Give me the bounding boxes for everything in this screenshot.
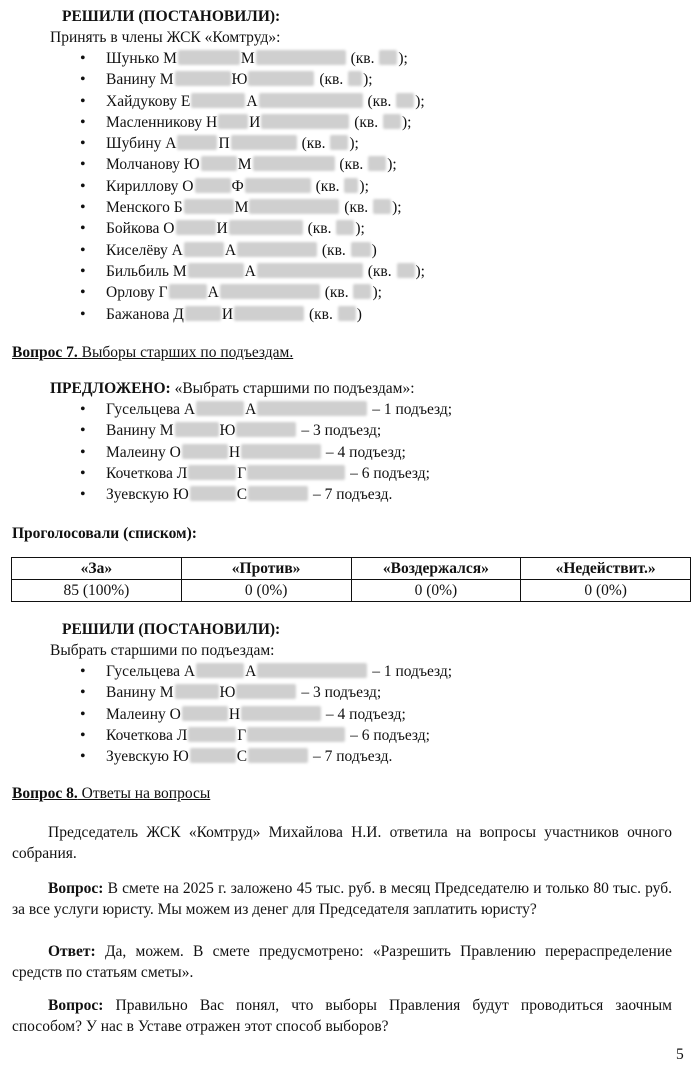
redacted-text: [184, 199, 234, 214]
member-patronymic-initial: И: [216, 220, 228, 238]
votes-table-header-row: [12, 558, 691, 580]
member-surname: Шунько М: [106, 50, 177, 67]
members-list: [78, 48, 425, 325]
member-patronymic-initial: И: [249, 113, 261, 131]
redacted-text: [195, 178, 231, 193]
redacted-text: [190, 748, 236, 763]
member-surname: Менского Б: [106, 199, 183, 217]
member-apartment-label: (кв.: [340, 199, 373, 217]
chairman-intro: Председатель ЖСК «Комтруд» Михайлова Н.И. ответила на вопросы участников очного собрания.: [12, 824, 672, 862]
redacted-text: [178, 50, 240, 65]
redacted-text: [188, 727, 236, 742]
senior-patronymic-initial: С: [236, 486, 248, 504]
redacted-text: [397, 263, 415, 278]
proposed-line: [50, 378, 415, 399]
member-apartment-label: (кв.: [363, 262, 396, 280]
redacted-text: [348, 71, 362, 86]
senior-surname: Малеину О: [106, 443, 181, 461]
senior-item: [78, 704, 452, 725]
member-apartment-close: );: [372, 284, 382, 302]
redacted-text: [330, 135, 348, 150]
member-apartment-label: (кв.: [363, 92, 396, 110]
member-item: [78, 48, 425, 69]
redacted-text: [229, 220, 303, 235]
redacted-text: [231, 135, 297, 150]
senior-patronymic-initial: А: [245, 401, 257, 418]
votes-value-for: 85 (100%): [12, 580, 182, 602]
member-surname: Шубину А: [106, 135, 177, 153]
member-apartment-close: ): [371, 241, 377, 259]
senior-entrance: – 6 подъезд;: [346, 726, 430, 744]
qa-2-text: Да, можем. В смете предусмотрено: «Разрешить Правлению перераспределение средств по статьям сметы».: [12, 943, 672, 981]
redacted-text: [383, 114, 401, 129]
senior-item: [78, 661, 452, 682]
member-item: [78, 282, 425, 303]
votes-value-invalid: 0 (0%): [521, 580, 691, 602]
senior-surname: Гусельцева А: [106, 663, 196, 680]
member-item: [78, 261, 425, 282]
redacted-text: [184, 242, 224, 257]
redacted-text: [249, 199, 339, 214]
senior-item: [78, 484, 452, 505]
senior-entrance: – 1 подъезд;: [368, 401, 453, 418]
senior-surname: Кочеткова Л: [106, 726, 188, 744]
votes-table-value-row: [12, 580, 691, 602]
qa-2-label: Ответ:: [48, 943, 96, 960]
resolved-heading: РЕШИЛИ (ПОСТАНОВИЛИ):: [62, 8, 281, 25]
senior-entrance: – 1 подъезд;: [368, 663, 453, 680]
redacted-text: [396, 93, 414, 108]
redacted-text: [236, 422, 296, 437]
redacted-text: [175, 684, 219, 699]
page-number: 5: [676, 1046, 684, 1063]
redacted-text: [237, 242, 317, 257]
member-apartment-close: ): [356, 305, 362, 323]
senior-patronymic-initial: Н: [228, 705, 241, 723]
question-7-title: [12, 342, 293, 363]
member-item: [78, 304, 425, 325]
redacted-text: [234, 306, 304, 321]
senior-item: [78, 463, 452, 484]
redacted-text: [257, 663, 367, 678]
member-item: [78, 69, 425, 90]
member-patronymic-initial: М: [240, 50, 255, 67]
redacted-text: [248, 748, 308, 763]
redacted-text: [236, 684, 296, 699]
proposed-label: ПРЕДЛОЖЕНО:: [50, 380, 171, 397]
redacted-text: [241, 444, 321, 459]
votes-table: [11, 557, 691, 602]
member-surname: Бильбиль М: [106, 262, 187, 280]
member-apartment-label: (кв.: [320, 284, 353, 302]
redacted-text: [338, 306, 356, 321]
question-8-label: Вопрос 8.: [12, 785, 78, 802]
senior-patronymic-initial: Г: [237, 464, 247, 482]
question-8-text: Ответы на вопросы: [77, 785, 211, 802]
question-8-title: [12, 783, 210, 804]
senior-surname: Зуевскую Ю: [106, 486, 189, 504]
member-apartment-close: );: [415, 92, 425, 110]
senior-entrance: – 7 подъезд.: [309, 748, 393, 766]
member-patronymic-initial: Ф: [231, 177, 244, 195]
resolved-heading-2: РЕШИЛИ (ПОСТАНОВИЛИ):: [62, 621, 281, 638]
redacted-text: [247, 465, 345, 480]
senior-surname: Малеину О: [106, 705, 181, 723]
member-item: [78, 154, 425, 175]
redacted-text: [218, 114, 248, 129]
member-apartment-close: );: [349, 135, 359, 153]
member-apartment-close: );: [359, 177, 369, 195]
redacted-text: [353, 284, 371, 299]
votes-header-abstained: «Воздержался»: [351, 558, 521, 580]
resolved-intro-2: Выбрать старшими по подъездам:: [50, 642, 275, 659]
member-surname: Бойкова О: [106, 220, 175, 238]
senior-surname: Ванину М: [106, 422, 174, 440]
votes-header-against: «Против»: [181, 558, 351, 580]
redacted-text: [248, 71, 314, 86]
qa-item-3: [12, 995, 672, 1037]
senior-item: [78, 682, 452, 703]
question-7-text: Выборы старших по подъездам.: [77, 344, 294, 361]
member-apartment-close: );: [387, 156, 397, 174]
redacted-text: [257, 263, 363, 278]
member-surname: Молчанову Ю: [106, 156, 200, 174]
member-apartment-label: (кв.: [303, 220, 336, 238]
senior-patronymic-initial: Ю: [219, 422, 236, 440]
member-surname: Орлову Г: [106, 284, 168, 302]
proposed-seniors-list: [78, 399, 452, 505]
senior-item: [78, 442, 452, 463]
qa-item-2: [12, 941, 672, 983]
member-item: [78, 112, 425, 133]
senior-item: [78, 725, 452, 746]
redacted-text: [368, 156, 386, 171]
senior-patronymic-initial: Г: [237, 726, 247, 744]
member-apartment-label: (кв.: [305, 305, 337, 323]
member-apartment-close: );: [392, 199, 402, 217]
redacted-text: [253, 156, 335, 171]
redacted-text: [259, 93, 363, 108]
senior-item: [78, 399, 452, 420]
senior-entrance: – 4 подъезд;: [322, 705, 406, 723]
redacted-text: [248, 486, 308, 501]
redacted-text: [190, 486, 236, 501]
senior-patronymic-initial: С: [236, 748, 248, 766]
member-surname: Ванину М: [106, 71, 174, 89]
member-patronymic-initial: М: [234, 199, 249, 217]
senior-entrance: – 6 подъезд;: [346, 464, 430, 482]
member-apartment-close: );: [363, 71, 373, 89]
senior-item: [78, 746, 452, 767]
member-apartment-label: (кв.: [350, 113, 382, 131]
qa-3-text: Правильно Вас понял, что выборы Правления будут проводиться заочным способом? У нас в Уставе отражен этот способ выборов?: [12, 997, 672, 1035]
redacted-text: [351, 242, 371, 257]
member-patronymic-initial: А: [224, 241, 237, 259]
redacted-text: [177, 135, 217, 150]
redacted-text: [188, 465, 236, 480]
member-item: [78, 176, 425, 197]
member-apartment-label: (кв.: [297, 135, 330, 153]
redacted-text: [261, 114, 349, 129]
redacted-text: [344, 178, 358, 193]
votes-header-invalid: «Недействит.»: [521, 558, 691, 580]
redacted-text: [196, 663, 244, 678]
resolved-intro: Принять в члены ЖСК «Комтруд»:: [50, 29, 281, 46]
votes-header-for: «За»: [12, 558, 182, 580]
member-patronymic-initial: П: [218, 135, 230, 153]
senior-surname: Зуевскую Ю: [106, 748, 189, 766]
member-patronymic-initial: Ю: [231, 71, 248, 89]
redacted-text: [257, 401, 367, 416]
senior-entrance: – 7 подъезд.: [309, 486, 393, 504]
redacted-text: [379, 50, 397, 65]
member-item: [78, 218, 425, 239]
member-surname: Кириллову О: [106, 177, 194, 195]
proposed-text: «Выбрать старшими по подъездам»:: [170, 380, 415, 397]
qa-1-text: В смете на 2025 г. заложено 45 тыс. руб. в месяц Председателю и только 80 тыс. руб. за все услуги юристу. Мы можем из денег для Председателя заплатить юристу?: [12, 880, 672, 918]
member-apartment-close: );: [355, 220, 365, 238]
resolved-seniors-list: [78, 661, 452, 767]
senior-patronymic-initial: Ю: [219, 684, 236, 702]
member-apartment-label: (кв.: [346, 50, 379, 67]
member-surname: Хайдукову Е: [106, 92, 191, 110]
member-patronymic-initial: А: [244, 262, 256, 280]
member-apartment-label: (кв.: [335, 156, 368, 174]
senior-surname: Ванину М: [106, 684, 174, 702]
redacted-text: [169, 284, 207, 299]
redacted-text: [185, 306, 221, 321]
redacted-text: [175, 71, 231, 86]
redacted-text: [247, 727, 345, 742]
member-item: [78, 240, 425, 261]
redacted-text: [182, 444, 228, 459]
redacted-text: [245, 178, 311, 193]
senior-patronymic-initial: А: [245, 663, 257, 680]
redacted-text: [188, 263, 244, 278]
qa-3-label: Вопрос:: [48, 997, 104, 1014]
member-item: [78, 91, 425, 112]
question-7-label: Вопрос 7.: [12, 344, 78, 361]
member-apartment-close: );: [398, 50, 408, 67]
member-patronymic-initial: М: [237, 156, 252, 174]
senior-entrance: – 3 подъезд;: [297, 684, 382, 702]
member-apartment-label: (кв.: [318, 241, 350, 259]
redacted-text: [220, 284, 320, 299]
senior-item: [78, 420, 452, 441]
member-apartment-label: (кв.: [311, 177, 344, 195]
member-surname: Масленникову Н: [106, 113, 218, 131]
votes-value-abstained: 0 (0%): [351, 580, 521, 602]
qa-item-1: [12, 878, 672, 920]
senior-patronymic-initial: Н: [228, 443, 241, 461]
redacted-text: [182, 706, 228, 721]
member-apartment-label: (кв.: [315, 71, 348, 89]
senior-entrance: – 4 подъезд;: [322, 443, 406, 461]
redacted-text: [175, 422, 219, 437]
member-apartment-close: );: [415, 262, 425, 280]
redacted-text: [241, 706, 321, 721]
redacted-text: [336, 220, 354, 235]
member-patronymic-initial: А: [246, 92, 258, 110]
redacted-text: [196, 401, 244, 416]
qa-1-label: Вопрос:: [48, 880, 104, 897]
member-item: [78, 197, 425, 218]
member-surname: Бажанова Д: [106, 305, 184, 323]
member-patronymic-initial: А: [207, 284, 219, 302]
redacted-text: [191, 93, 245, 108]
redacted-text: [373, 199, 391, 214]
member-apartment-close: );: [402, 113, 412, 131]
votes-value-against: 0 (0%): [181, 580, 351, 602]
member-item: [78, 133, 425, 154]
member-patronymic-initial: И: [221, 305, 234, 323]
senior-surname: Гусельцева А: [106, 401, 196, 418]
member-surname: Киселёву А: [106, 241, 183, 259]
redacted-text: [201, 156, 237, 171]
voted-label: Проголосовали (списком):: [12, 525, 197, 542]
redacted-text: [176, 220, 216, 235]
senior-surname: Кочеткова Л: [106, 464, 188, 482]
senior-entrance: – 3 подъезд;: [297, 422, 382, 440]
redacted-text: [256, 50, 346, 65]
